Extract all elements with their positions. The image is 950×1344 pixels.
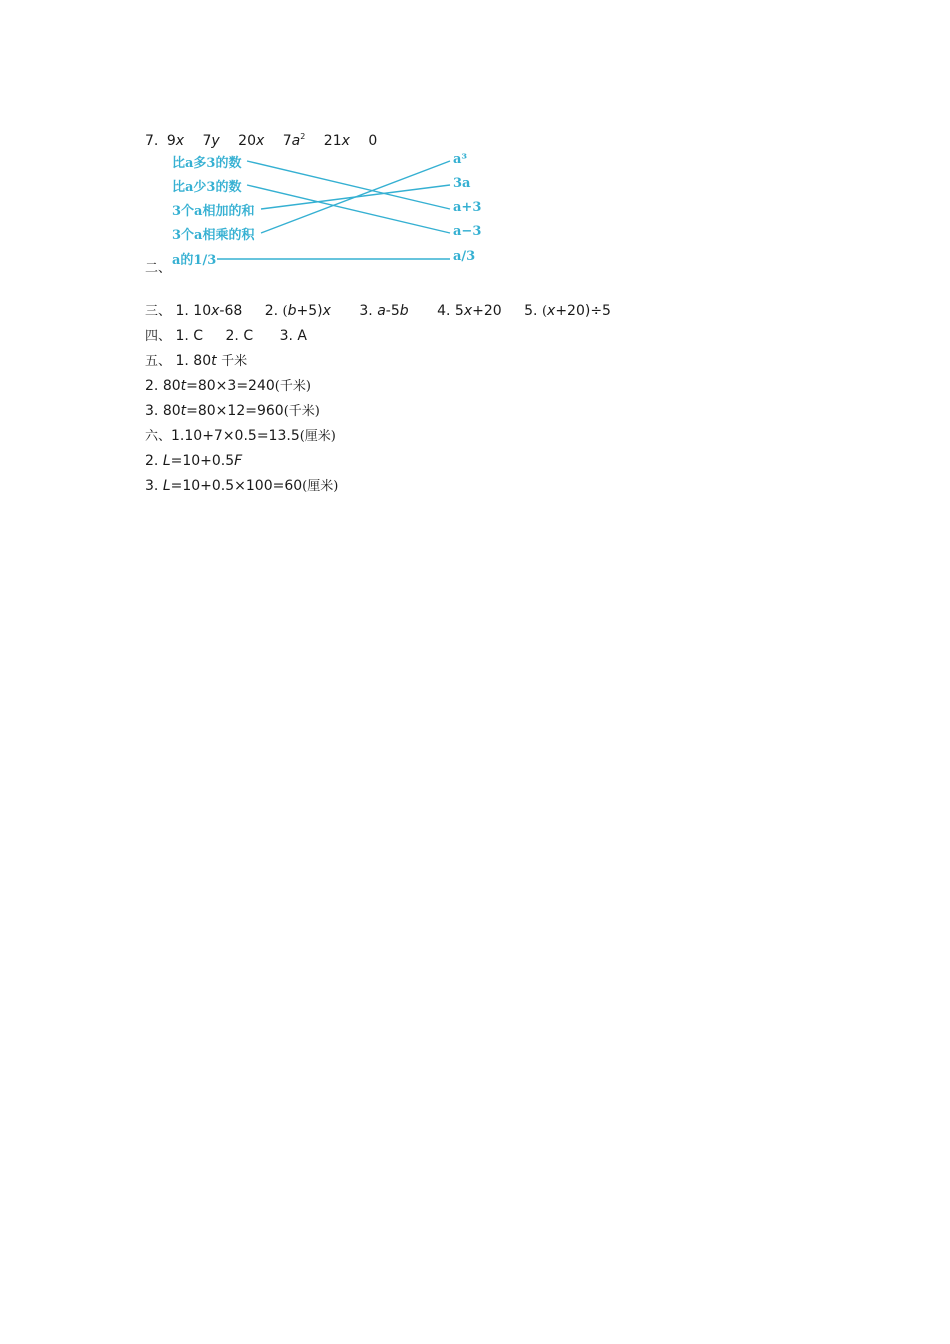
right-label: a/3 bbox=[453, 249, 476, 264]
unit: (厘米) bbox=[299, 429, 336, 444]
answer-item: 1. 10x-68 bbox=[175, 303, 243, 319]
answer-item: 2. C bbox=[225, 328, 254, 344]
answer-line-section-6-1: 六、1.10+7×0.5=13.5(厘米) bbox=[145, 428, 336, 444]
term: 0 bbox=[368, 133, 378, 149]
section-prefix: 四、 bbox=[145, 329, 172, 344]
right-label: a−3 bbox=[453, 224, 482, 239]
left-label: 比a多3的数 bbox=[172, 156, 242, 171]
match-line bbox=[247, 185, 450, 233]
item-number: 7. bbox=[145, 133, 159, 149]
answer-line-section-5-2: 2. 80t=80×3=240(千米) bbox=[145, 378, 311, 394]
unit: (厘米) bbox=[302, 479, 339, 494]
term: 20x bbox=[238, 133, 265, 149]
section-prefix: 六、 bbox=[145, 429, 172, 444]
unit: (千米) bbox=[283, 404, 320, 419]
section-prefix: 三、 bbox=[145, 304, 172, 319]
right-label: 3a bbox=[453, 176, 471, 191]
answer-line-section-6-2: 2. L=10+0.5F bbox=[145, 453, 243, 469]
answer-item: 2. (b+5)x bbox=[264, 303, 331, 319]
unit: (千米) bbox=[274, 379, 311, 394]
answer-line-section-6-3: 3. L=10+0.5×100=60(厘米) bbox=[145, 478, 339, 494]
left-label: a的1/3 bbox=[172, 253, 217, 268]
right-label: a+3 bbox=[453, 200, 482, 215]
answer-item: 1. C bbox=[175, 328, 204, 344]
answer-item: 4. 5x+20 bbox=[437, 303, 502, 319]
answer-line-section-3 bbox=[145, 302, 611, 321]
match-line bbox=[247, 161, 450, 209]
answer-line-section-4 bbox=[145, 327, 307, 346]
term: 21x bbox=[323, 133, 350, 149]
term: $7a^2$ bbox=[282, 132, 306, 149]
left-label: 3个a相乘的积 bbox=[172, 228, 255, 243]
term: 7y bbox=[202, 133, 220, 149]
matching-diagram bbox=[165, 148, 485, 276]
answer-line-section-5-3: 3. 80t=80×12=960(千米) bbox=[145, 403, 320, 419]
unit: 千米 bbox=[221, 354, 248, 369]
section-prefix: 五、 bbox=[145, 354, 172, 369]
answer-line-section-5-1: 五、 1. 80t 千米 bbox=[145, 353, 248, 369]
answer-line-7 bbox=[145, 128, 377, 150]
right-label: a³ bbox=[453, 152, 468, 167]
answer-item: 3. A bbox=[279, 328, 307, 344]
term: 9x bbox=[166, 133, 185, 149]
left-label: 比a少3的数 bbox=[172, 180, 242, 195]
answer-item: 5. (x+20)÷5 bbox=[524, 303, 611, 319]
section-2-label: 二、 bbox=[145, 261, 172, 276]
left-label: 3个a相加的和 bbox=[172, 204, 255, 219]
answer-item: 3. a-5b bbox=[359, 303, 409, 319]
match-line bbox=[261, 161, 450, 233]
